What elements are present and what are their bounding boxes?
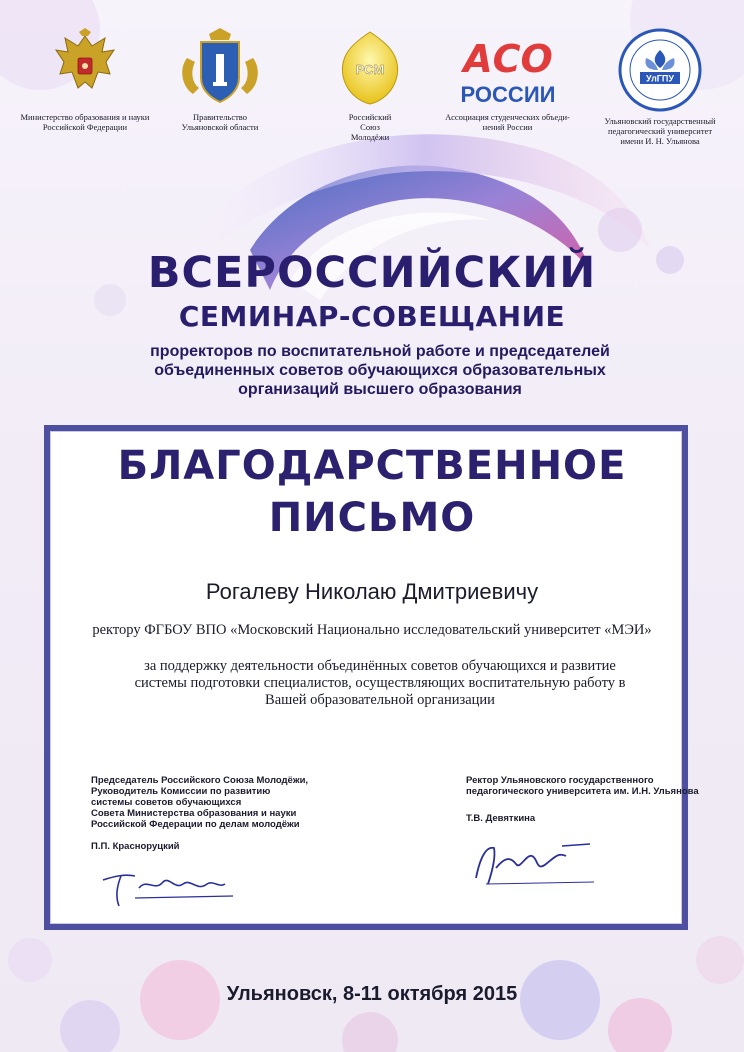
recipient-role: ректору ФГБОУ ВПО «Московский Национально исследовательский университет «МЭИ» (92, 622, 652, 638)
organizer-rsm (320, 28, 420, 142)
organizer-name: Ульяновский государственный педагогический университет имени И. Н. Ульянова (604, 116, 716, 146)
ulyanovsk-coat-of-arms-icon (175, 28, 265, 108)
organizer-ministry (20, 28, 150, 132)
rsm-leaf-logo-icon (335, 28, 405, 108)
right-signatory-position: Ректор Ульяновского государственного педагогического университета им. И.Н. Ульянова (466, 775, 699, 797)
organizer-name: Российский Союз Молодёжи (348, 112, 392, 142)
left-signature-image (95, 862, 245, 912)
ulgpu-seal-logo-icon (618, 28, 702, 112)
organizer-aso (440, 28, 575, 132)
rsm-logo-text: РСМ (355, 62, 385, 77)
aso-logo-subtext: РОССИИ (460, 82, 555, 107)
aso-logo-text: АСО (462, 37, 553, 81)
double-headed-eagle-emblem-icon (50, 28, 120, 108)
gratitude-reason: за поддержку деятельности объединённых советов обучающихся и развитие системы подготовки специалистов, осуществляющих воспитательную работу в Вашей образовательной организации (134, 658, 626, 708)
ulgpu-logo-text: УлГПУ (646, 73, 674, 84)
right-signature-image (466, 838, 606, 893)
left-signatory-name: П.П. Красноруцкий (91, 841, 180, 852)
organizers-logos (0, 28, 744, 158)
seminar-description: проректоров по воспитательной работе и председателей объединенных советов обучающихся образовательных организаций высшего образования (150, 343, 610, 398)
organizer-ulgpu (590, 28, 730, 146)
seminar-title: ВСЕРОССИЙСКИЙ (147, 248, 597, 298)
recipient-name: Рогалеву Николаю Дмитриевичу (205, 579, 539, 604)
seminar-subtitle-main: СЕМИНАР-СОВЕЩАНИЕ (178, 300, 566, 333)
left-signatory-position: Председатель Российского Союза Молодёжи, Руководитель Комиссии по развитию системы советов обучающихся Совета Министерства образования и науки Российской Федерации по делам молодёжи (91, 775, 309, 830)
organizer-name: Правительство Ульяновской области (181, 112, 259, 132)
organizer-name: Ассоциация студенческих объеди- нений России (445, 112, 570, 132)
organizer-government (165, 28, 275, 132)
place-and-date: Ульяновск, 8-11 октября 2015 (226, 983, 518, 1005)
letter-title: БЛАГОДАРСТВЕННОЕ ПИСЬМО (117, 443, 627, 541)
right-signatory-name: Т.В. Девяткина (466, 813, 536, 824)
organizer-name: Министерство образования и науки Российской Федерации (20, 112, 150, 132)
aso-rossii-logo-icon (453, 28, 563, 108)
